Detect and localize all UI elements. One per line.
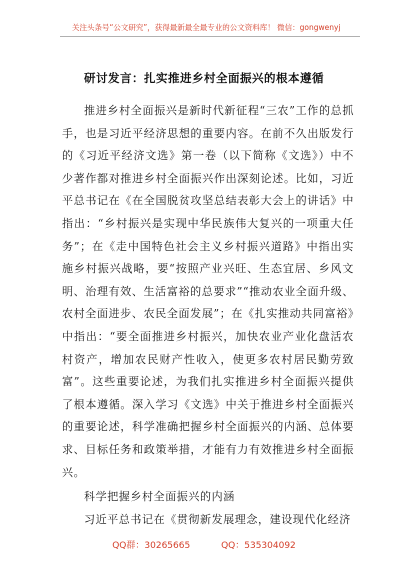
footer-qq-group: QQ群：30265665 bbox=[112, 541, 191, 551]
body-paragraph: 推进乡村全面振兴是新时代新征程“三农”工作的总抓手，也是习近平经济思想的重要内容。在前不久出版发行的《习近平经济文选》第一卷（以下简称《文选》）中不少著作都对推进乡村全面振兴作出深刻论述。比如，习近平总书记在《在全国脱贫攻坚总结表彰大会上的讲话》中指出：“乡村振兴是实现中华民族伟大复兴的一项重大任务”；在《走中国特色社会主义乡村振兴道路》中指出实施乡村振兴战略，要“按照产业兴旺、生态宜居、乡风文明、治理有效、生活富裕的总要求”“推动农业全面升级、农村全面进步、农民全面发展”；在《扎实推动共同富裕》中指出：“要全面推进乡村振兴，加快农业产业化盘活农村资产，增加农民财产性收入，使更多农村居民勤劳致富”。这些重要论述，为我们扎实推进乡村全面振兴提供了根本遵循。深入学习《文选》中关于推进乡村全面振兴的重要论述，科学准确把握乡村全面振兴的内涵、总体要求、目标任务和政策举措，才能有力有效推进乡村全面振兴。 bbox=[62, 104, 354, 479]
section-subheading: 科学把握乡村全面振兴的内涵 bbox=[84, 490, 235, 504]
header-divider bbox=[60, 36, 360, 37]
header-note: 关注头条号“公文研究”，获得最新最全最专业的公文资料库！ 微信：gongwenyj bbox=[72, 23, 341, 32]
footer-contact bbox=[0, 538, 408, 551]
footer-qq: QQ：535304092 bbox=[221, 541, 296, 551]
body-paragraph-partial: 习近平总书记在《贯彻新发展理念，建设现代化经济 bbox=[84, 512, 351, 526]
document-title: 研讨发言：扎实推进乡村全面振兴的根本遵循 bbox=[84, 71, 324, 85]
document-body bbox=[62, 100, 354, 531]
